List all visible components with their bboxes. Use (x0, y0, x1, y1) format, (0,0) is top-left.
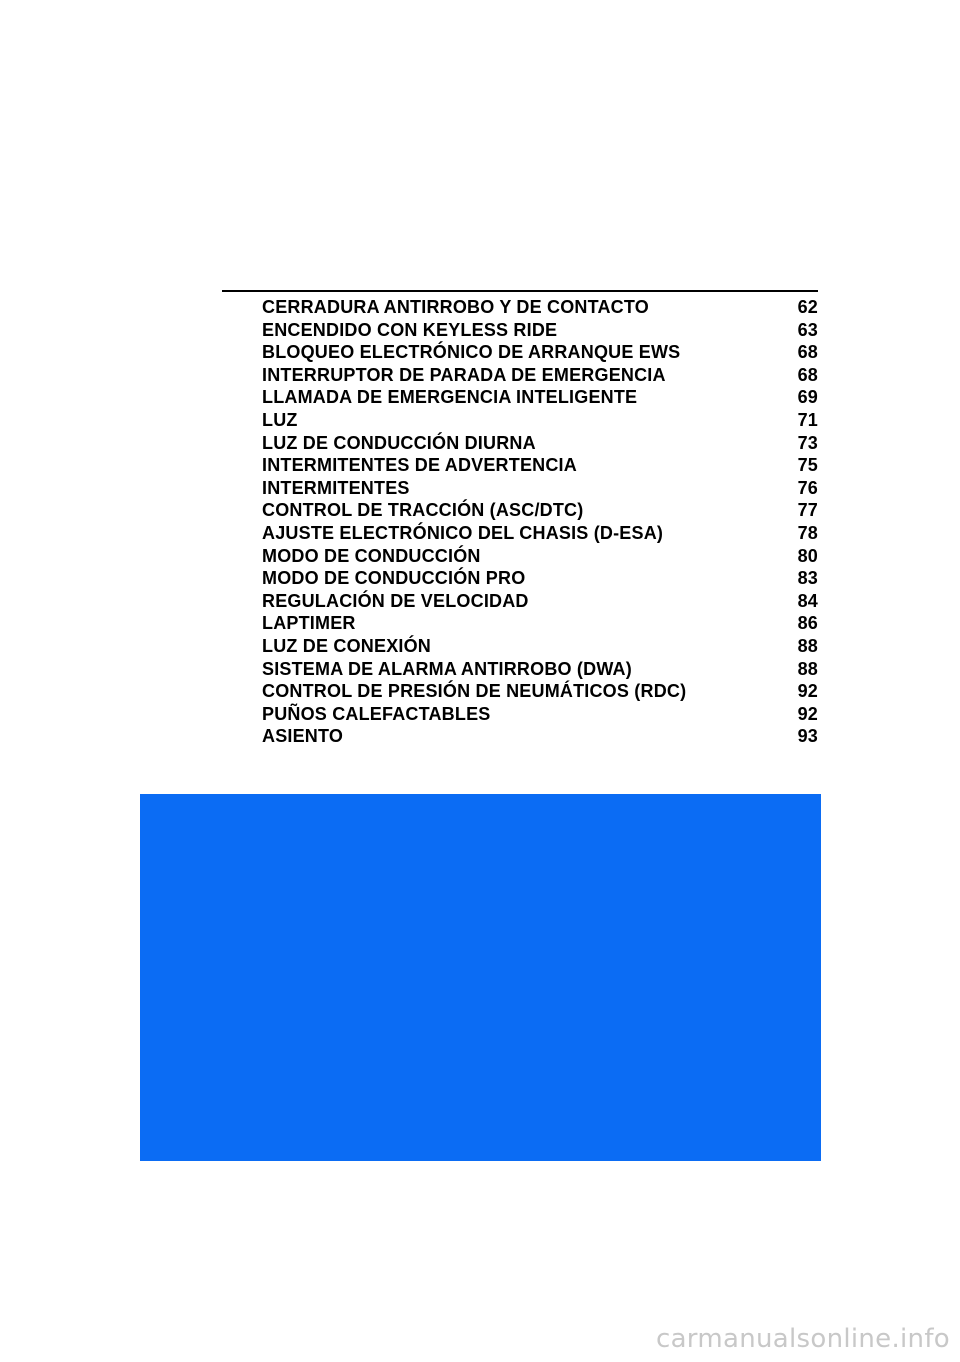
toc-entry[interactable] (262, 658, 818, 681)
toc-entry-page: 93 (797, 726, 818, 747)
toc-entry-title: CONTROL DE TRACCIÓN (ASC/DTC) (262, 500, 584, 521)
toc-entry-title: ENCENDIDO CON KEYLESS RIDE (262, 319, 558, 340)
toc-entry[interactable] (262, 386, 818, 409)
toc-entry[interactable] (262, 477, 818, 500)
toc-entry-title: LUZ (262, 409, 298, 430)
toc-entry[interactable] (262, 725, 818, 748)
toc-entry-title: BLOQUEO ELECTRÓNICO DE ARRANQUE EWS (262, 342, 681, 363)
toc-entry-page: 80 (797, 545, 818, 566)
toc-entry-page: 92 (797, 681, 818, 702)
toc-entry-page: 78 (797, 522, 818, 543)
toc-entry[interactable] (262, 522, 818, 545)
toc-entry-page: 68 (797, 342, 818, 363)
toc-entry[interactable] (262, 567, 818, 590)
blue-panel (140, 794, 821, 1161)
toc-entry[interactable] (262, 432, 818, 455)
toc-entry[interactable] (262, 590, 818, 613)
toc-entry-title: SISTEMA DE ALARMA ANTIRROBO (DWA) (262, 658, 632, 679)
toc-entry[interactable] (262, 680, 818, 703)
toc-entry[interactable] (262, 635, 818, 658)
toc-entry-title: INTERRUPTOR DE PARADA DE EMERGENCIA (262, 364, 666, 385)
toc-entry-title: PUÑOS CALEFACTABLES (262, 703, 491, 724)
toc-entry[interactable] (262, 612, 818, 635)
toc-entry-page: 92 (797, 703, 818, 724)
toc-entry-page: 69 (797, 387, 818, 408)
toc-entry-title: INTERMITENTES DE ADVERTENCIA (262, 455, 577, 476)
toc-entry-title: CONTROL DE PRESIÓN DE NEUMÁTICOS (RDC) (262, 681, 687, 702)
toc-entry-title: INTERMITENTES (262, 477, 410, 498)
toc-entry-title: LLAMADA DE EMERGENCIA INTELIGENTE (262, 387, 638, 408)
toc-entry[interactable] (262, 296, 818, 319)
toc-entry-page: 76 (797, 477, 818, 498)
toc-entry-page: 84 (797, 590, 818, 611)
toc-entry-page: 88 (797, 658, 818, 679)
toc-entry-page: 77 (797, 500, 818, 521)
toc-entry-page: 62 (797, 297, 818, 317)
toc-entry[interactable] (262, 545, 818, 568)
toc-entry-page: 75 (797, 455, 818, 476)
toc-entry-title: MODO DE CONDUCCIÓN PRO (262, 568, 526, 589)
toc-entry[interactable] (262, 703, 818, 726)
toc-entry[interactable] (262, 409, 818, 432)
table-of-contents (222, 290, 818, 748)
toc-entry-page: 88 (797, 635, 818, 656)
toc-entry-title: MODO DE CONDUCCIÓN (262, 545, 481, 566)
toc-entry[interactable] (262, 341, 818, 364)
toc-entry-page: 71 (797, 409, 818, 430)
toc-entry-title: LAPTIMER (262, 613, 356, 634)
toc-entry-title: AJUSTE ELECTRÓNICO DEL CHASIS (D-ESA) (262, 522, 664, 543)
watermark-text: carmanualsonline.info (655, 1324, 950, 1354)
toc-entry-page: 63 (797, 319, 818, 340)
toc-entry-title: LUZ DE CONEXIÓN (262, 635, 432, 656)
toc-entry-title: REGULACIÓN DE VELOCIDAD (262, 590, 529, 611)
toc-entry-page: 83 (797, 568, 818, 589)
toc-entry-page: 73 (797, 432, 818, 453)
toc-entry[interactable] (262, 364, 818, 387)
toc-entry[interactable] (262, 499, 818, 522)
toc-entry-page: 86 (797, 613, 818, 634)
toc-entry[interactable] (262, 319, 818, 342)
toc-entry-title: LUZ DE CONDUCCIÓN DIURNA (262, 432, 536, 453)
toc-entry-page: 68 (797, 364, 818, 385)
toc-entry[interactable] (262, 454, 818, 477)
toc-entry-title: ASIENTO (262, 726, 344, 747)
toc-entry-title: CERRADURA ANTIRROBO Y DE CONTACTO (262, 297, 649, 317)
